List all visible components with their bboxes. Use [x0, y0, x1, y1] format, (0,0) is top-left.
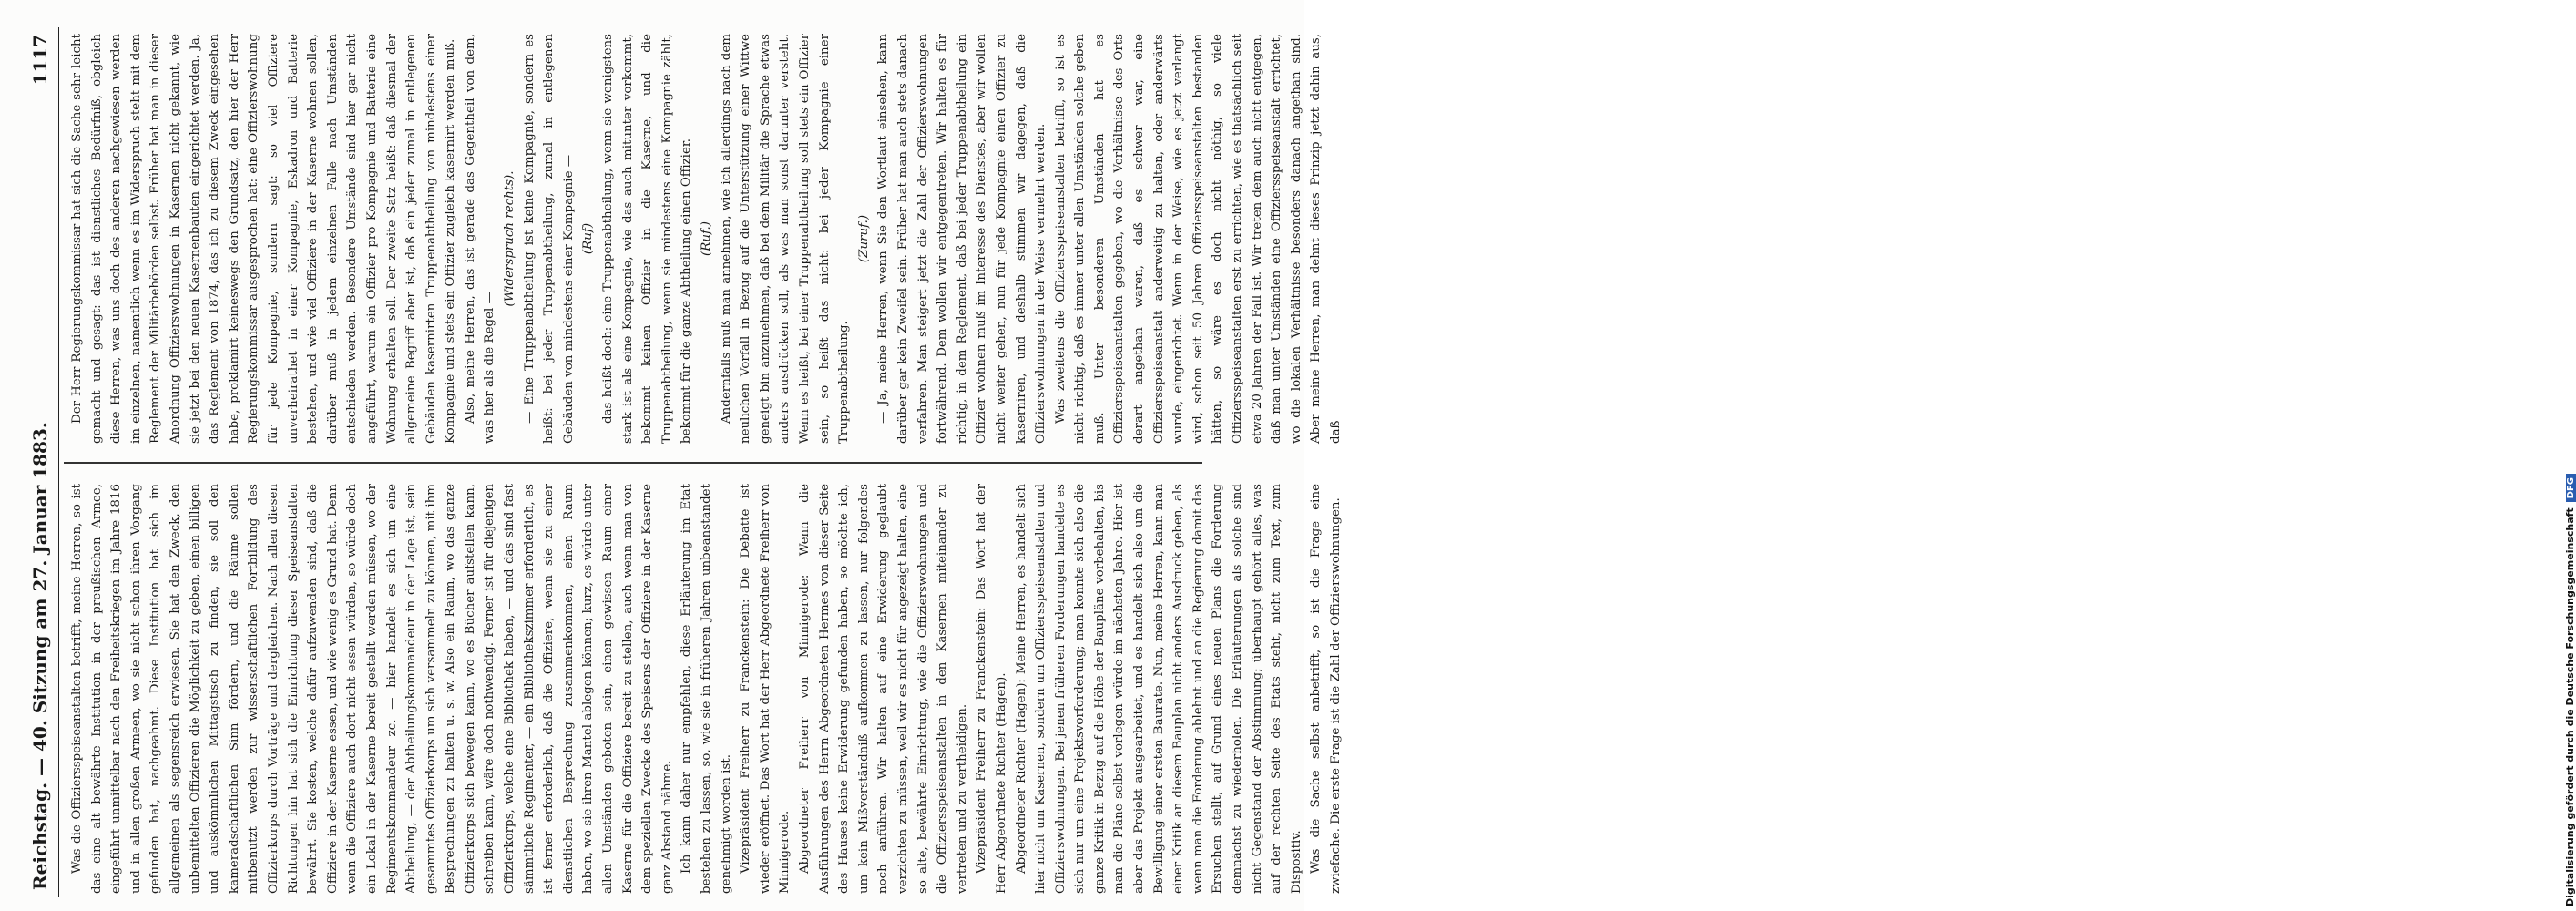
paragraph: Also, meine Herren, das ist gerade das Gegentheil von dem, was hier als die Regel — — [463, 34, 497, 444]
page-number: 1117 — [29, 35, 51, 86]
paragraph: Was die Offiziersspeiseanstalten betrifft, meine Herren, so ist das eine alt bewährte Institution in der preußischen Armee, eingeführt unmittelbar nach den Freiheitskriegen im Jahre 1816 und in allen großen Armeen, wo sie nicht schon ihren Vorgang gefunden hat, nachgeahmt. Diese Institution hat sich im allgemeinen als segensreich erwiesen. Sie hat den Zweck, den unbemittelten Offizieren die Möglichkeit zu geben, einen billigen und auskömmlichen Mittagstisch zu finden, sie soll den kameradschaftlichen Sinn fördern, und die Räume sollen mitbenutzt werden zur wissenschaftlichen Fortbildung des Offizierkorps durch Vorträge und dergleichen. Nach allen diesen Richtungen hin hat sich die Einrichtung dieser Speiseanstalten bewährt. Sie kosten, welche dafür aufzuwenden sind, daß die Offiziere in der Kaserne essen, und wie wenig es Grund hat. Denn wenn die Offiziere auch dort nicht essen würden, so würde doch ein Lokal in der Kaserne bereit gestellt werden müssen, wo der Regimentskommandeur zc. — hier handelt es sich um eine Abtheilung, — der Abtheilungskommandeur in der Lage ist, sein gesammtes Offizierkorps um sich versammeln zu können, mit ihm Besprechungen zu halten u. s. w. Also ein Raum, wo das ganze Offizierkorps sich bewegen kann, wo es Bücher aufstellen kann, schreiben kann, wäre doch nothwendig. Ferner ist für diejenigen Offizierkorps, welche eine Bibliothek haben, — und das sind fast sämmtliche Regimenter, — ein Bibliothekszimmer erforderlich, es ist ferner erforderlich, daß die Offiziere, wenn sie zu einer dienstlichen Besprechung zusammenkommen, einen Raum haben, wo sie ihren Mantel ablegen können; kurz, es würde unter allen Umständen geboten sein, einen gewissen Raum einer Kaserne für die Offiziere bereit zu stellen, auch wenn man von dem speziellen Zwecke des Speisens der Offiziere in der Kaserne ganz Abstand nähme. — [70, 484, 674, 894]
page-header — [27, 27, 59, 897]
paragraph: — Ja, meine Herren, wenn Sie den Wortlaut einsehen, kann darüber gar kein Zweifel sein. Früher hat man auch stets danach verfahren. Man steigert jetzt die Zahl der Offizierswohnungen fortwährend. Dem wollen wir entgegentreten. Wir halten es für richtig, in dem Reglement, daß bei jeder Truppenabtheilung ein Offizier wohnen muß im Interesse des Dienstes, aber wir wollen nicht weiter gehen, nun für jede Kompagnie einen Offizier zu kaserniren, und deshalb stimmen wir dagegen, daß die Offizierswohnungen in der Weise vermehrt werden. — [876, 34, 1048, 444]
interjection: (Ruf.) — [700, 221, 713, 256]
paragraph: das heißt doch: eine Truppenabtheilung, wenn sie wenigstens stark ist als eine Kompagnie, wie das auch mitunter vorkommt, bekommt keinen Offizier in die Kaserne, und die Truppenabtheilung, wenn sie mindestens eine Kompagnie zählt, bekommt für die ganze Abtheilung einen Offizier. — [601, 34, 694, 444]
running-header: Reichstag. — 40. Sitzung am 27. Januar 1883. — [29, 422, 51, 890]
paragraph: Was die Sache selbst anbetrifft, so ist die Frage eine zwiefache. Die erste Frage ist die Zahl der Offizierswohnungen. — [1309, 484, 1343, 894]
interjection: (Ruf) — [581, 222, 596, 255]
paragraph: Vizepräsident Freiherr zu Franckenstein: Das Wort hat der Herr Abgeordnete Richter (Hagen). — [975, 484, 1008, 894]
paragraph: Andernfalls muß man annehmen, wie ich allerdings nach dem neulichen Vorfall in Bezug auf die Unterstützung einer Wittwe geneigt bin anzunehmen, daß bei dem Militär die Sprache etwas anders ausdrücken soll, als was man sonst darunter versteht. Wenn es heißt, bei einer Truppenabtheilung soll stets ein Offizier sein, so heißt das nicht: bei jeder Kompagnie einer Truppenabtheilung. — [719, 34, 852, 444]
paragraph: Abgeordneter Richter (Hagen): Meine Herren, es handelt sich hier nicht um Kasernen, sondern um Offiziersspeiseanstalten und Offizierswohnungen. Bei jenen früheren Forderungen handelte es sich nur um eine Projektsvorforderung; man konnte sich also die ganze Kritik in Bezug auf die Höhe der Baupläne vorbehalten, bis man die Pläne selbst vorlegen würde im nächsten Jahre. Hier ist aber das Projekt ausgearbeitet, und es handelt sich also um die Bewilligung einer ersten Baurate. Nun, meine Herren, kann man einer Kritik an diesem Bauplan nicht anders Ausdruck geben, als wenn man die Forderung ablehnt und an die Regierung damit das Ersuchen stellt, auf Grund eines neuen Plans die Forderung demnächst zu wiederholen. Die Erläuterungen als solche sind nicht Gegenstand der Abstimmung; überhaupt gehört alles, was auf der rechten Seite des Etats steht, nicht zum Text, zum Dispositiv. — [1014, 484, 1303, 894]
paragraph: Vizepräsident Freiherr zu Franckenstein: Die Debatte ist wieder eröffnet. Das Wort hat der Herr Abgeordnete Freiherr von Minnigerode. — [739, 484, 792, 894]
interjection: (Zuruf.) — [856, 214, 871, 263]
column-divider — [64, 463, 1202, 465]
interjection: (Widerspruch rechts). — [503, 170, 517, 307]
funding-note: Digitalisierung gefördert durch die Deutsche Forschungsgemeinschaft — [2564, 507, 2576, 906]
paragraph: — Eine Truppenabtheilung ist keine Kompagnie, sondern es heißt: bei jeder Truppenabtheilung, zumal in entlegenen Gebäuden von mindestens einer Kompagnie — — [522, 34, 576, 444]
rotated-document-page — [27, 27, 1343, 897]
paragraph: Abgeordneter Freiherr von Minnigerode: Wenn die Ausführungen des Herrn Abgeordneten Hermes von dieser Seite des Hauses keine Erwiderung gefunden haben, so möchte ich, um kein Mißverständniß aufkommen zu lassen, nur folgendes noch anführen. Wir halten auf eine Erwiderung geglaubt verzichten zu müssen, weil wir es nicht für angezeigt halten, eine so alte, bewährte Einrichtung, wie die Offizierswohnungen und die Offiziersspeiseanstalten in den Kasernen miteinander zu vertreten und zu vertheidigen. — [797, 484, 969, 894]
left-text-column — [67, 484, 1343, 894]
paragraph: Der Herr Regierungskommissar hat sich die Sache sehr leicht gemacht und gesagt: das ist dienstliches Bedürfniß, obgleich diese Herren, was uns doch des anderen nachgewiesen werden im einzelnen, namentlich wenn es im Widerspruch steht mit dem Reglement der Militärbehörden selbst. Früher hat man in dieser Anordnung Offizierswohnungen in Kasernen nicht gekannt, wie sie jetzt bei den neuen Kasernenbauten eingerichtet werden. Ja, das Reglement von 1874, das ich zu diesem Zweck eingesehen habe, proklamirt keineswegs den Grundsatz, den hier der Herr Regierungskommissar ausgesprochen hat: eine Offizierswohnung für jede Kompagnie, sondern sagt: so viel Offiziere unverheirathet in einer Kompagnie, Eskadron und Batterie bestehen, und wie viel Offiziere in der Kaserne wohnen sollen, darüber muß in jedem einzelnen Falle nach Umständen entschieden werden. Besondere Umstände sind hier gar nicht angeführt, warum ein Offizier pro Kompagnie und Batterie eine Wohnung erhalten soll. Der zweite Satz heißt: daß diesmal der allgemeine Begriff aber ist, daß ein jeder zumal in entlegenen Gebäuden kasernirten Truppenabtheilung von mindestens einer Kompagnie und stets ein Offizier zugleich kasernirt werden muß. — [70, 34, 458, 444]
dfg-logo: DFG — [2566, 474, 2576, 502]
paragraph: Was zweitens die Offiziersspeiseanstalten betrifft, so ist es nicht richtig, daß es immer unter allen Umständen solche geben muß. Unter besonderen Umständen hat es Offiziersspeiseanstalten gegeben, wo die Verhältnisse des Orts derart angethan waren, daß es schwer war, eine Offiziersspeiseanstalt anderweitig zu halten, oder anderwärts wurde, eingerichtet. Wenn in der Weise, wie es jetzt verlangt wird, schon seit 50 Jahren Offiziersspeiseanstalten bestanden hätten, so wäre es doch nicht nöthig, so viele Offiziersspeiseanstalten erst zu errichten, wie es thatsächlich seit etwa 20 Jahren der Fall ist. Wir treten dem auch nicht entgegen, daß man unter Umständen eine Offiziersspeiseanstalt errichtet, wo die lokalen Verhältnisse besonders danach angethan sind. Aber meine Herren, man dehnt dieses Prinzip jetzt dahin aus, daß — [1053, 34, 1343, 444]
right-text-column — [67, 34, 1343, 444]
paragraph: Ich kann daher nur empfehlen, diese Erläuterung im Etat bestehen zu lassen, so, wie sie in früheren Jahren unbeanstandet genehmigt worden ist. — [680, 484, 733, 894]
